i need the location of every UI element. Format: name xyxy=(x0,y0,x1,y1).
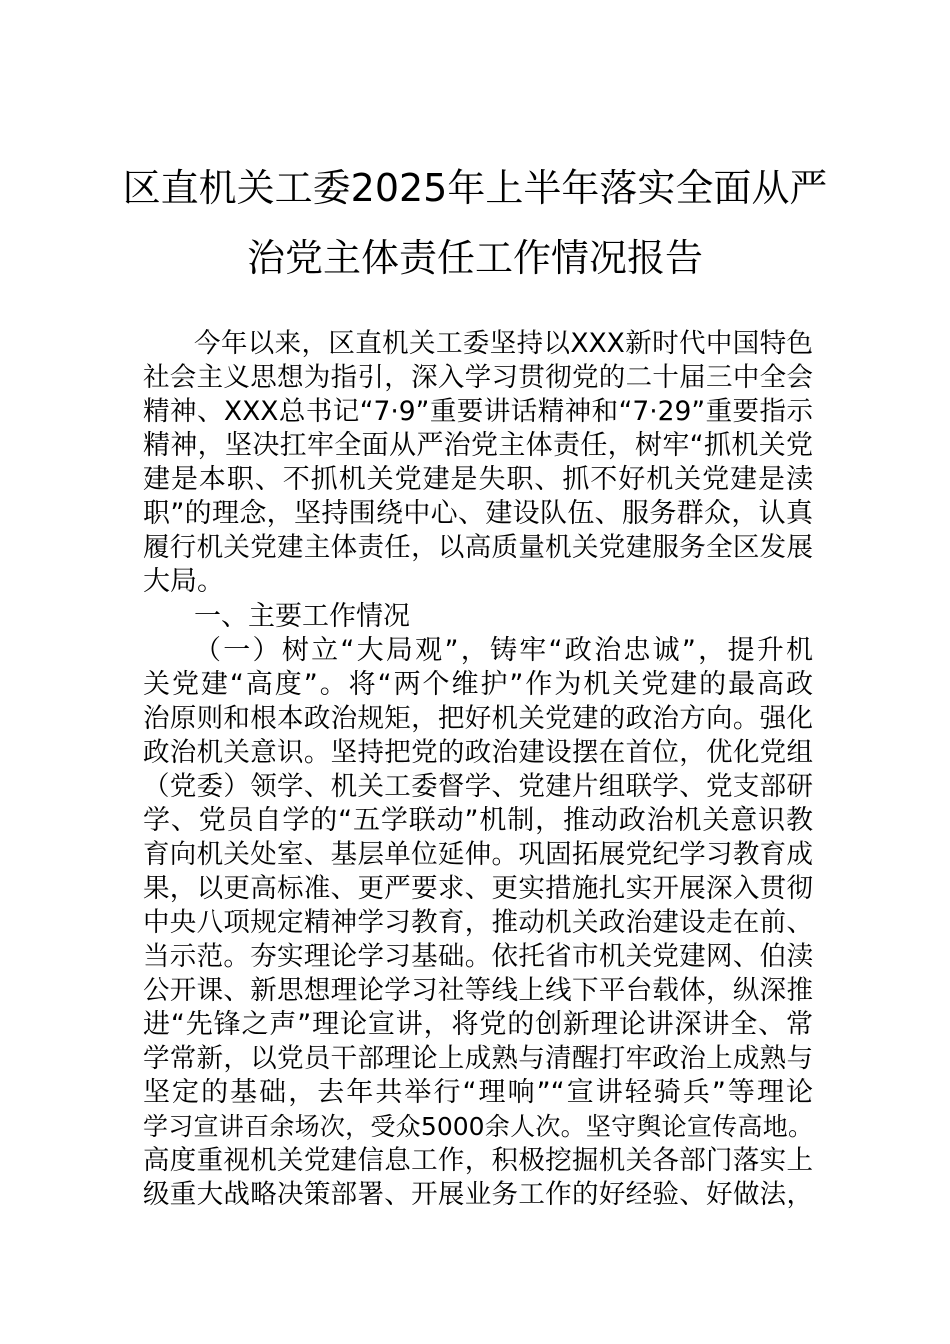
paragraph-line: 精神、XXX总书记“7·9”重要讲话精神和“7·29”重要指示 xyxy=(143,396,813,427)
paragraph-line: 政治机关意识。坚持把党的政治建设摆在首位，优化党组 xyxy=(143,737,813,768)
paragraph-line: 今年以来，区直机关工委坚持以XXX新时代中国特色 xyxy=(194,328,813,359)
paragraph-line: 高度重视机关党建信息工作，积极挖掘机关各部门落实上 xyxy=(143,1145,813,1176)
section-heading: 一、主要工作情况 xyxy=(194,601,410,632)
paragraph-line: 建是本职、不抓机关党建是失职、抓不好机关党建是渎 xyxy=(143,464,813,495)
paragraph-line: 育向机关处室、基层单位延伸。巩固拓展党纪学习教育成 xyxy=(143,839,813,870)
document-title-line-1: 区直机关工委2025年上半年落实全面从严 xyxy=(122,166,828,210)
paragraph-line: （党委）领学、机关工委督学、党建片组联学、党支部研 xyxy=(143,771,813,802)
paragraph-line: 职”的理念，坚持围绕中心、建设队伍、服务群众，认真 xyxy=(143,498,813,529)
paragraph-line: 精神，坚决扛牢全面从严治党主体责任，树牢“抓机关党 xyxy=(143,430,813,461)
paragraph-line: 学常新，以党员干部理论上成熟与清醒打牢政治上成熟与 xyxy=(143,1043,813,1074)
paragraph-line: 级重大战略决策部署、开展业务工作的好经验、好做法， xyxy=(143,1179,813,1210)
paragraph-line: 果，以更高标准、更严要求、更实措施扎实开展深入贯彻 xyxy=(143,873,813,904)
paragraph-line: 学习宣讲百余场次，受众5000余人次。坚守舆论宣传高地。 xyxy=(143,1112,813,1141)
subsection-heading-line: （一）树立“大局观”，铸牢“政治忠诚”，提升机 xyxy=(194,635,813,666)
paragraph-line: 中央八项规定精神学习教育，推动机关政治建设走在前、 xyxy=(143,907,813,938)
document-title-line-2: 治党主体责任工作情况报告 xyxy=(246,236,703,280)
paragraph-line: 大局。 xyxy=(143,566,224,597)
paragraph-line: 学、党员自学的“五学联动”机制，推动政治机关意识教 xyxy=(143,805,813,836)
paragraph-line: 进“先锋之声”理论宣讲，将党的创新理论讲深讲全、常 xyxy=(143,1009,813,1040)
paragraph-line: 关党建“高度”。将“两个维护”作为机关党建的最高政 xyxy=(143,669,813,700)
paragraph-line: 社会主义思想为指引，深入学习贯彻党的二十届三中全会 xyxy=(143,362,813,393)
paragraph-line: 治原则和根本政治规矩，把好机关党建的政治方向。强化 xyxy=(143,703,813,734)
paragraph-line: 坚定的基础，去年共举行“理响”“宣讲轻骑兵”等理论 xyxy=(143,1077,813,1108)
paragraph-line: 当示范。夯实理论学习基础。依托省市机关党建网、伯渎 xyxy=(143,941,813,972)
paragraph-line: 公开课、新思想理论学习社等线上线下平台载体，纵深推 xyxy=(143,975,813,1006)
paragraph-line: 履行机关党建主体责任，以高质量机关党建服务全区发展 xyxy=(143,532,813,563)
